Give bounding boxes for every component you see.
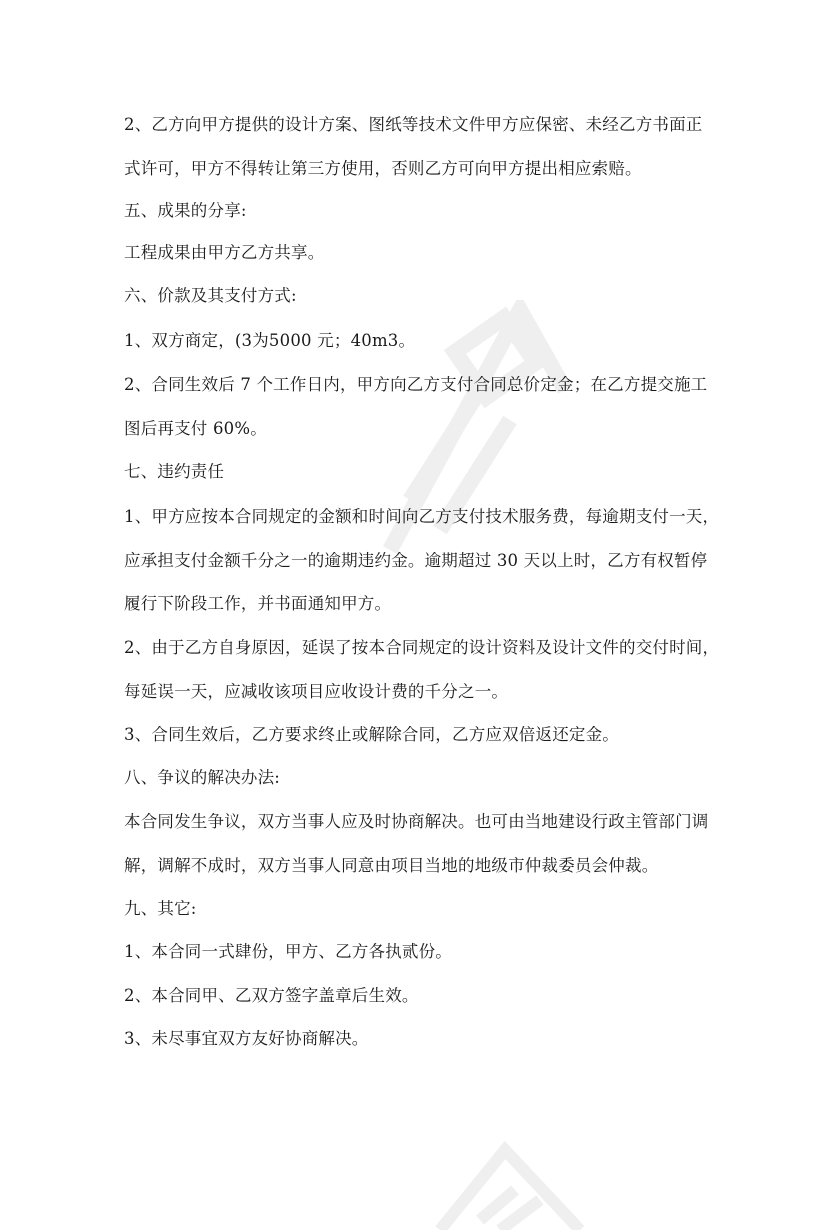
paragraph-line: 2、合同生效后 7 个工作日内，甲方向乙方支付合同总价定金；在乙方提交施工 xyxy=(124,375,708,394)
paragraph-line: 应承担支付金额千分之一的逾期违约金。逾期超过 30 天以上时，乙方有权暂停 xyxy=(124,551,708,570)
paragraph-line: 1、本合同一式肆份，甲方、乙方各执贰份。 xyxy=(124,942,452,961)
paragraph-line: 本合同发生争议，双方当事人应及时协商解决。也可由当地建设行政主管部门调 xyxy=(124,812,709,831)
paragraph-line: 解，调解不成时，双方当事人同意由项目当地的地级市仲裁委员会仲裁。 xyxy=(124,856,659,875)
section-heading: 七、违约责任 xyxy=(124,462,225,481)
section-heading: 六、价款及其支付方式: xyxy=(124,286,297,305)
section-heading: 五、成果的分享: xyxy=(124,201,247,220)
paragraph-line: 3、未尽事宜双方友好协商解决。 xyxy=(124,1029,369,1048)
paragraph-line: 1、双方商定，(3为5000 元；40m3。 xyxy=(124,331,416,350)
paragraph-line: 工程成果由甲方乙方共享。 xyxy=(124,243,325,262)
paragraph-line: 3、合同生效后，乙方要求终止或解除合同，乙方应双倍返还定金。 xyxy=(124,725,619,744)
paragraph-line: 履行下阶段工作，并书面通知甲方。 xyxy=(124,594,392,613)
section-heading: 九、其它: xyxy=(124,899,197,918)
paragraph-line: 每延误一天，应减收该项目应收设计费的千分之一。 xyxy=(124,682,509,701)
paragraph-line: 式许可，甲方不得转让第三方使用，否则乙方可向甲方提出相应索赔。 xyxy=(124,159,642,178)
paragraph-line: 2、乙方向甲方提供的设计方案、图纸等技术文件甲方应保密、未经乙方书面正 xyxy=(124,115,703,134)
paragraph-line: 2、由于乙方自身原因，延误了按本合同规定的设计资料及设计文件的交付时间， xyxy=(124,638,720,657)
paragraph-line: 1、甲方应按本合同规定的金额和时间向乙方支付技术服务费，每逾期支付一天， xyxy=(124,507,720,526)
section-heading: 八、争议的解决办法: xyxy=(124,768,281,787)
paragraph-line: 2、本合同甲、乙双方签字盖章后生效。 xyxy=(124,986,419,1005)
watermark-logo-bottom-icon xyxy=(420,1110,620,1230)
paragraph-line: 图后再支付 60%。 xyxy=(124,419,267,438)
